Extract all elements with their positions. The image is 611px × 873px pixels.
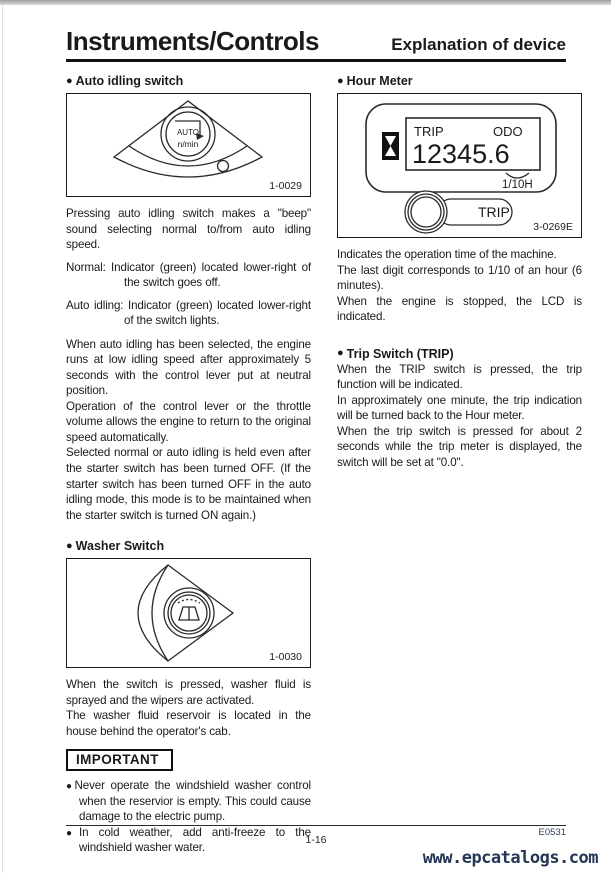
section-heading-label: Auto idling switch: [75, 74, 184, 88]
doc-code: E0531: [538, 827, 566, 838]
washer-warning-item: ●Never operate the windshield washer control when the reservior is empty. This could cause damage to the electric pump.: [66, 779, 311, 824]
washer-warning-item: ●In cold weather, add anti-freeze to the windshield washer water.: [66, 825, 311, 855]
figure-ref: 3-0269E: [533, 221, 573, 233]
washer-switch-illustration: [67, 559, 309, 666]
section-heading-hour-meter: [337, 74, 582, 88]
auto-idling-label: Auto idling:: [66, 298, 124, 312]
figure-hour-meter: [337, 93, 582, 238]
right-column: [337, 74, 582, 856]
section-heading-label: Washer Switch: [75, 539, 165, 554]
lcd-odo-label: ODO: [493, 124, 523, 139]
page-number: 1-16: [305, 834, 327, 846]
figure-ref: 1-0029: [269, 180, 302, 192]
washer-reservoir-para: The washer fluid reservoir is located in the house behind the operator's cab.: [66, 709, 311, 738]
last-digit-callout: [506, 173, 529, 178]
page-header: [66, 28, 566, 62]
trip-pressed-para: When the TRIP switch is pressed, the trip function will be indicated.: [337, 362, 582, 392]
hourglass-icon: [382, 132, 399, 160]
auto-button-unit: n/min: [177, 139, 199, 149]
left-column: [66, 74, 311, 856]
page-subtitle: Explanation of device: [391, 35, 566, 54]
auto-idling-selected-para: When auto idling has been selected, the engine runs at low idling speed after approximately 5 seconds with the control lever put at neutral position.: [66, 337, 311, 398]
figure-ref: 1-0030: [269, 651, 302, 664]
section-heading-auto-idling: [66, 74, 311, 88]
auto-idling-operation-para: Operation of the control lever or the throttle volume allows the engine to return to the original speed automatically.: [66, 399, 311, 444]
bullet-icon: ●: [66, 827, 80, 839]
page-title: Instruments/Controls: [66, 26, 319, 56]
auto-idling-intro: Pressing auto idling switch makes a "beep" sound selecting normal to/from auto idling speed.: [66, 207, 311, 252]
hour-meter-time-para: Indicates the operation time of the machine.: [337, 248, 557, 261]
washer-icon: [178, 600, 200, 621]
lcd-trip-label: TRIP: [414, 124, 444, 139]
page: [66, 5, 582, 856]
bullet-icon: ●: [337, 74, 344, 87]
trip-button: [405, 191, 512, 233]
normal-mode-text: Normal: Indicator (green) located lower-right of the switch goes off.: [66, 260, 311, 290]
indicator-lamp: [218, 161, 229, 172]
hour-meter-digit-para: The last digit corresponds to 1/10 of an hour (6 minutes).: [337, 263, 582, 293]
section-heading-label: Hour Meter: [346, 74, 413, 88]
trip-minute-para: In approximately one minute, the trip indication will be turned back to the Hour meter.: [337, 393, 582, 423]
hour-meter-illustration: [338, 94, 580, 236]
section-heading-label: Trip Switch (TRIP): [346, 346, 454, 361]
bullet-icon: ●: [66, 781, 75, 793]
washer-spray-para: When the switch is pressed, washer fluid is sprayed and the wipers are activated.: [66, 678, 311, 707]
auto-idling-mode-text: Auto idling: Indicator (green) located lower-right of the switch lights.: [66, 298, 311, 328]
section-heading-washer: [66, 539, 311, 553]
hour-meter-lcd-para: When the engine is stopped, the LCD is indicated.: [337, 294, 582, 324]
important-box: IMPORTANT: [66, 749, 173, 771]
normal-label: Normal:: [66, 260, 106, 274]
figure-auto-idling-switch: [66, 93, 311, 197]
figure-washer-switch: [66, 558, 311, 668]
bullet-icon: ●: [337, 347, 344, 360]
tenth-hour-note: 1/10H: [502, 179, 533, 191]
scan-edge-line: [2, 5, 3, 873]
trip-button-label: TRIP: [478, 204, 510, 220]
footer-rule: [66, 825, 566, 826]
auto-idling-held-para: Selected normal or auto idling is held even after the starter switch has been turned OFF. (If the starter switch has been turned OFF in the auto idling mode, this mode is to be maintained when the starter switch is turned ON again.): [66, 446, 311, 522]
auto-button-label: AUTO: [176, 128, 200, 137]
watermark-link[interactable]: www.epcatalogs.com: [422, 848, 598, 868]
trip-reset-para: When the trip switch is pressed for about 2 seconds while the trip meter is displayed, the switch will be set at "0.0".: [337, 424, 582, 469]
section-heading-trip-switch: [337, 347, 582, 361]
lcd-reading: 12345.6: [412, 139, 510, 169]
bullet-icon: ●: [66, 539, 73, 552]
bullet-icon: ●: [66, 74, 73, 87]
